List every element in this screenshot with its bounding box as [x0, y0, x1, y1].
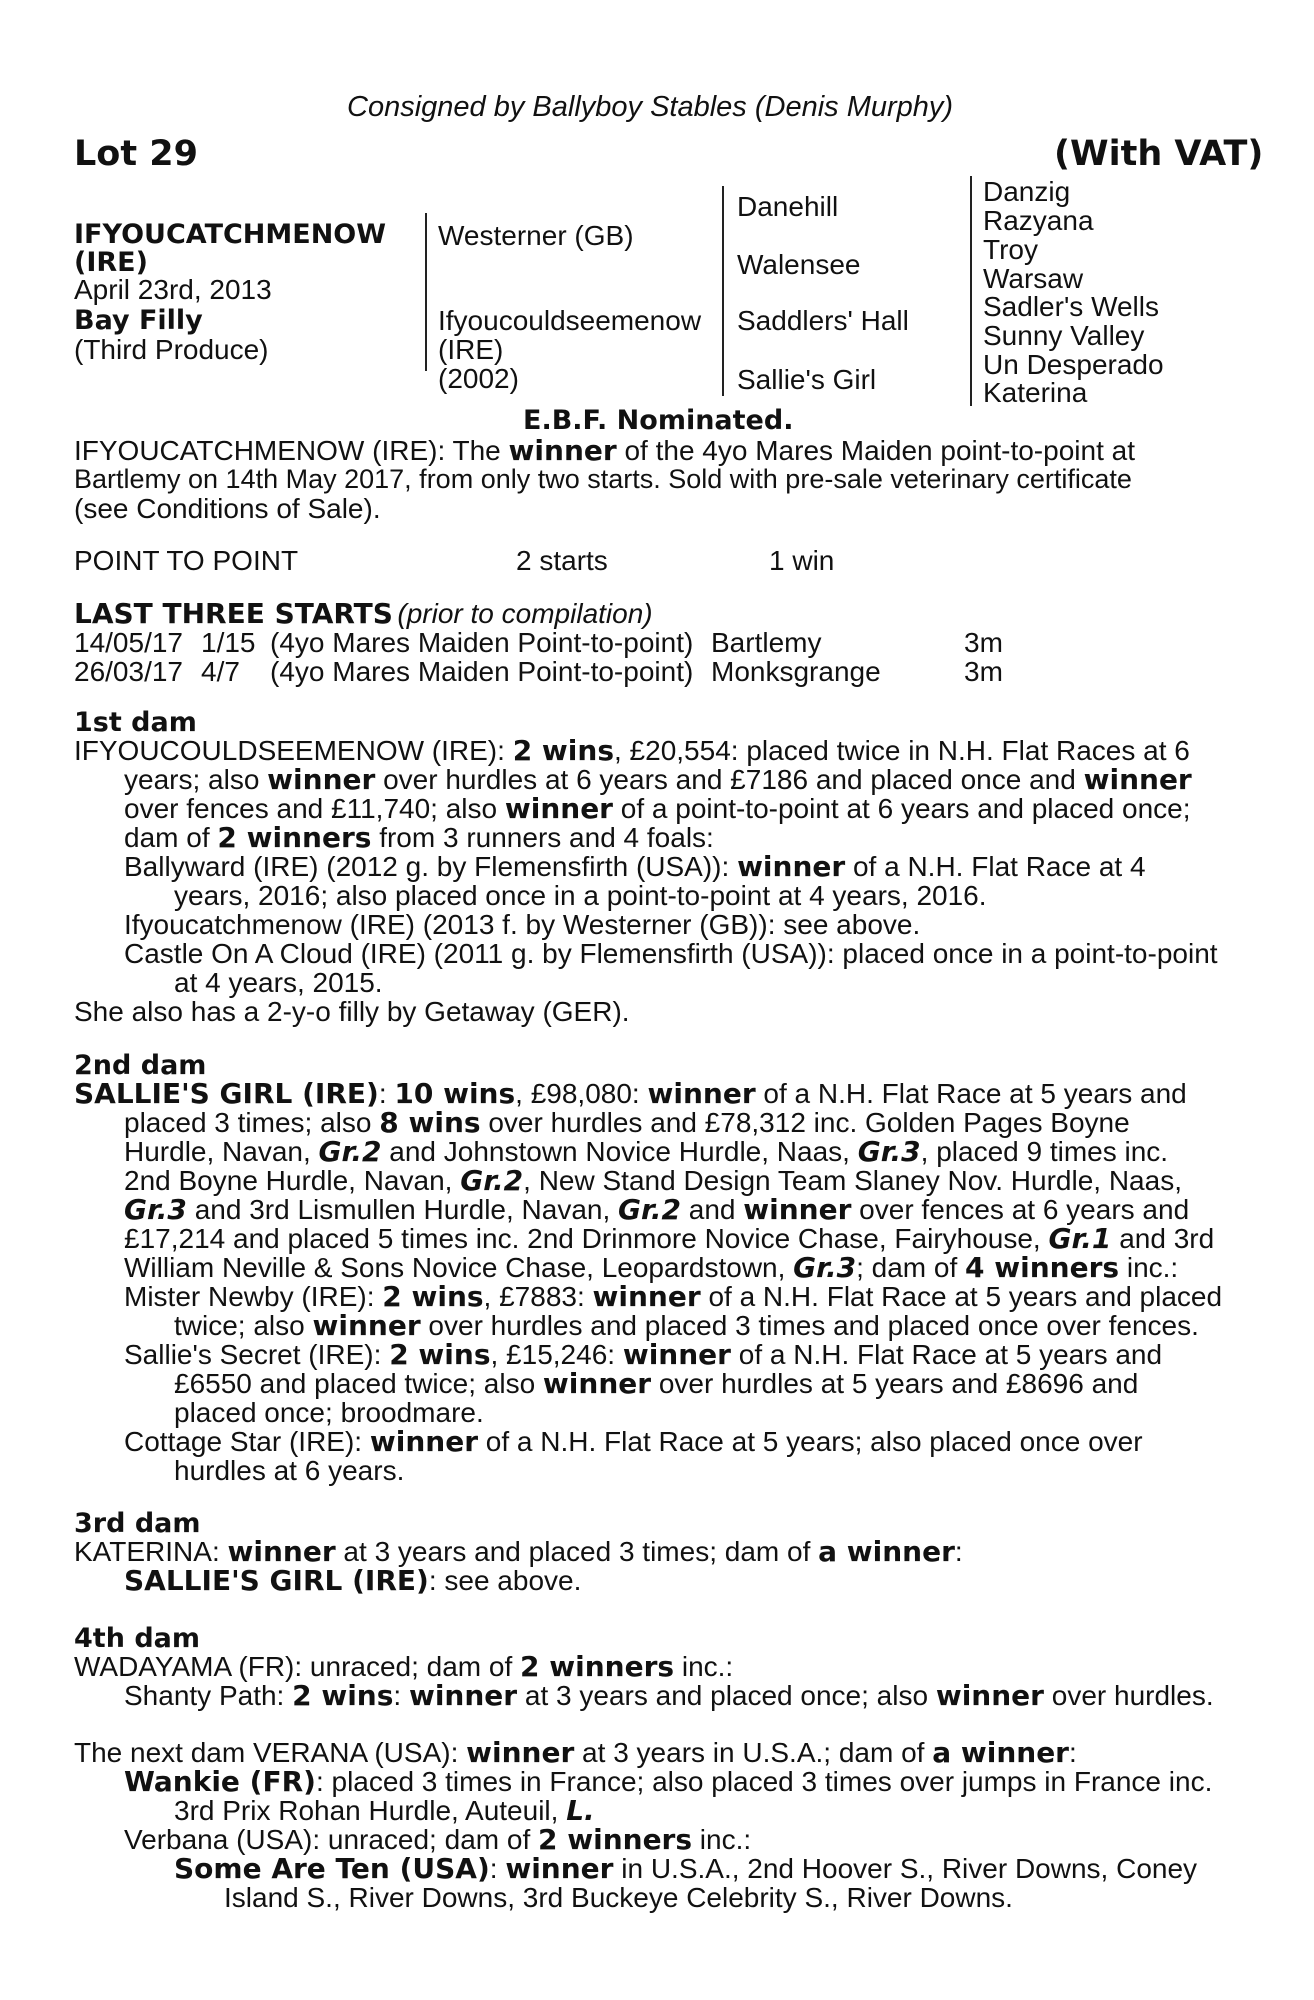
- text-line: William Neville & Sons Novice Chase, Leopardstown, Gr.3; dam of 4 winners inc.:: [124, 1251, 1179, 1284]
- fourth-dam-heading: 4th dam: [74, 1623, 200, 1654]
- text-line: SALLIE'S GIRL (IRE): see above.: [124, 1564, 582, 1597]
- foal-entry: Mister Newby (IRE): 2 wins, £7883: winner of a N.H. Flat Race at 5 years and placed: [124, 1280, 1223, 1313]
- text-line: £17,214 and placed 5 times inc. 2nd Drinmore Novice Chase, Fairyhouse, Gr.1 and 3rd: [124, 1222, 1215, 1255]
- text-line: Wankie (FR): placed 3 times in France; also placed 3 times over jumps in France inc.: [124, 1765, 1213, 1798]
- horse-sex: Bay Filly: [74, 305, 203, 336]
- second-dam-heading: 2nd dam: [74, 1050, 207, 1081]
- pedigree-gen4-2: Razyana: [983, 205, 1094, 236]
- text-line: Shanty Path: 2 wins: winner at 3 years and placed once; also winner over hurdles.: [124, 1679, 1214, 1712]
- pedigree-dam: Ifyoucouldseemenow: [438, 305, 702, 336]
- text-line: at 4 years, 2015.: [174, 967, 383, 998]
- pedigree-divider-2: [722, 186, 724, 396]
- text-line: years; also winner over hurdles at 6 years and £7186 and placed once and winner: [124, 763, 1192, 796]
- last-starts-heading: LAST THREE STARTS (prior to compilation): [74, 597, 653, 630]
- vat-note: (With VAT): [1054, 134, 1264, 174]
- text-line: hurdles at 6 years.: [174, 1455, 405, 1486]
- text-line: SALLIE'S GIRL (IRE): 10 wins, £98,080: winner of a N.H. Flat Race at 5 years and: [74, 1077, 1187, 1110]
- horse-produce: (Third Produce): [74, 334, 269, 365]
- text-line: IFYOUCOULDSEEMENOW (IRE): 2 wins, £20,554: placed twice in N.H. Flat Races at 6: [74, 734, 1190, 767]
- text-line: dam of 2 winners from 3 runners and 4 foals:: [124, 821, 714, 854]
- text-line: £6550 and placed twice; also winner over hurdles at 5 years and £8696 and: [174, 1367, 1139, 1400]
- record-wins: 1 win: [769, 545, 835, 576]
- horse-foaled: April 23rd, 2013: [74, 274, 272, 305]
- first-dam-heading: 1st dam: [74, 707, 197, 738]
- lot-number: Lot 29: [74, 134, 198, 174]
- third-dam-paragraph: [74, 1537, 1252, 1595]
- second-dam-paragraph: [74, 1079, 1252, 1485]
- pedigree-gen4-1: Danzig: [983, 176, 1071, 207]
- fourth-dam-paragraph: [74, 1652, 1252, 1710]
- text-line: placed once; broodmare.: [174, 1397, 484, 1428]
- intro-line-1: IFYOUCATCHMENOW (IRE): The winner of the 4yo Mares Maiden point-to-point at: [74, 434, 1135, 467]
- text-line: 2nd Boyne Hurdle, Navan, Gr.2, New Stand Design Team Slaney Nov. Hurdle, Naas,: [124, 1164, 1182, 1197]
- pedigree-divider-3: [970, 176, 972, 406]
- pedigree-gen4-7: Un Desperado: [983, 349, 1164, 380]
- pedigree-gen4-5: Sadler's Wells: [983, 291, 1159, 322]
- pedigree-gen3-3: Saddlers' Hall: [737, 305, 909, 336]
- horse-name: IFYOUCATCHMENOW: [74, 219, 387, 250]
- text-line: 3rd Prix Rohan Hurdle, Auteuil, L.: [174, 1794, 595, 1827]
- foal-entry: Cottage Star (IRE): winner of a N.H. Flat Race at 5 years; also placed once over: [124, 1425, 1143, 1458]
- consignor-line: Consigned by Ballyboy Stables (Denis Murphy): [347, 91, 954, 123]
- foal-entry: Sallie's Secret (IRE): 2 wins, £15,246: winner of a N.H. Flat Race at 5 years and: [124, 1338, 1163, 1371]
- intro-line-2: Bartlemy on 14th May 2017, from only two starts. Sold with pre-sale veterinary certificate: [74, 464, 1132, 494]
- text-line: Hurdle, Navan, Gr.2 and Johnstown Novice Hurdle, Naas, Gr.3, placed 9 times inc.: [124, 1135, 1169, 1168]
- pedigree-gen3-1: Danehill: [737, 191, 839, 222]
- pedigree-dam-year: (2002): [438, 363, 519, 394]
- pedigree-gen4-4: Warsaw: [983, 263, 1084, 294]
- first-dam-paragraph: [74, 736, 1252, 1026]
- text-line: Verbana (USA): unraced; dam of 2 winners inc.:: [124, 1823, 752, 1856]
- foal-entry: Ballyward (IRE) (2012 g. by Flemensfirth (USA)): winner of a N.H. Flat Race at 4: [124, 850, 1146, 883]
- intro-line-3: (see Conditions of Sale).: [74, 493, 381, 524]
- pedigree-gen4-3: Troy: [983, 234, 1038, 265]
- text-line: Island S., River Downs, 3rd Buckeye Celebrity S., River Downs.: [224, 1882, 1013, 1913]
- pedigree-sire: Westerner (GB): [438, 220, 634, 251]
- text-line: She also has a 2-y-o filly by Getaway (GER).: [74, 996, 630, 1027]
- foal-entry: Castle On A Cloud (IRE) (2011 g. by Flemensfirth (USA)): placed once in a point-to-point: [124, 938, 1218, 969]
- ebf-nominated: E.B.F. Nominated.: [523, 405, 794, 436]
- text-line: The next dam VERANA (USA): winner at 3 years in U.S.A.; dam of a winner:: [74, 1736, 1077, 1769]
- intro-paragraph: [74, 436, 1252, 523]
- record-label: POINT TO POINT: [74, 545, 299, 576]
- pedigree-gen4-6: Sunny Valley: [983, 320, 1145, 351]
- catalogue-page: Consigned by Ballyboy Stables (Denis Murphy) Lot 29 (With VAT) IFYOUCATCHMENOW (IRE) April 23rd, 2013 Bay Filly (Third Produce) Westerner (GB) Ifyoucouldseemenow (IRE) (2002) Danehill Walensee Saddlers' Hall Sallie's Girl Danzig Razyana Troy Warsaw Sadler's Wells Sunny Valley Un Desperado Katerina E.B.F. Nominated. IFYOUCATCHMENOW (IRE): The winner of the 4yo Mares Maiden point-to-point at Bartlemy on 14th May 2017, from only two starts. Sold with pre-sale veterinary certificate (see Conditions of Sale). POINT TO POINT 2 starts 1 win LAST THREE STARTS (prior to compilation) 14/05/17 1/15 (4yo Mares Maiden Point-to-point) Bartlemy 3m 26/03/17 4/7 (4yo Mares Maiden Point-to-point) Monksgrange 3m 1st dam IFYOUCOULDSEEMENOW (IRE): 2 wins, £20,554: placed twice in N.H. Flat Races at 6 years; also winner over hurdles at 6 years and £7186 and placed once and winner over fences and £11,740; also winner of a point-to-point at 6 years and placed once; dam of 2 winners from 3 runners and 4 foals: Ballyward (IRE) (2012 g. by Flemensfirth (USA)): winner of a N.H. Flat Race at 4 years, 2016; also placed once in a point-to-point at 4 years, 2016. Ifyoucatchmenow (IRE) (2013 f. by Westerner (GB)): see above. Castle On A Cloud (IRE) (2011 g. by Flemensfirth (USA)): placed once in a point-to-point at 4 years, 2015. She also has a 2-y-o filly by Getaway (GER). 2nd dam SALLIE'S GIRL (IRE): 10 wins, £98,080: winner of a N.H. Flat Race at 5 years and placed 3 times; also 8 wins over hurdles and £78,312 inc. Golden Pages Boyne Hurdle, Navan, Gr.2 and Johnstown Novice Hurdle, Naas, Gr.3, placed 9 times inc. 2nd Boyne Hurdle, Navan, Gr.2, New Stand Design Team Slaney Nov. Hurdle, Naas, Gr.3 and 3rd Lismullen Hurdle, Navan, Gr.2 and winner over fences at 6 years and £17,214 and placed 5 times inc. 2nd Drinmore Novice Chase, Fairyhouse, Gr.1 and 3rd William Neville & Sons Novice Chase, Leopardstown, Gr.3; dam of 4 winners inc.: Mister Newby (IRE): 2 wins, £7883: winner of a N.H. Flat Race at 5 years and placed twice; also winner over hurdles and placed 3 times and placed once over fences. Sallie's Secret (IRE): 2 wins, £15,246: winner of a N.H. Flat Race at 5 years and £6550 and placed twice; also winner over hurdles at 5 years and £8696 and placed once; broodmare. Cottage Star (IRE): winner of a N.H. Flat Race at 5 years; also placed once over hurdles at 6 years. 3rd dam KATERINA: winner at 3 years and placed 3 times; dam of a winner: SALLIE'S GIRL (IRE): see above. 4th dam WADAYAMA (FR): unraced; dam of 2 winners inc.: Shanty Path: 2 wins: winner at 3 years and placed once; also winner over hurdles. The next dam VERANA (USA): winner at 3 years in U.S.A.; dam of a winner: Wankie (FR): placed 3 times in France; also placed 3 times over jumps in France inc. 3rd Prix Rohan Hurdle, Auteuil, L. Verbana (USA): unraced; dam of 2 winners inc.: Some Are Ten (USA): winner in U.S.A., 2nd Hoover S., River Downs, Coney Island S., River Downs, 3rd Buckeye Celebrity S., River Downs.: [74, 91, 1264, 1913]
- text-line: Some Are Ten (USA): winner in U.S.A., 2nd Hoover S., River Downs, Coney: [174, 1852, 1198, 1885]
- text-line: placed 3 times; also 8 wins over hurdles and £78,312 inc. Golden Pages Boyne: [124, 1106, 1130, 1139]
- pedigree-dam-country: (IRE): [438, 334, 504, 365]
- pedigree-gen3-4: Sallie's Girl: [737, 364, 877, 395]
- pedigree-gen4-8: Katerina: [983, 377, 1088, 408]
- pedigree-gen3-2: Walensee: [737, 249, 861, 280]
- text-line: KATERINA: winner at 3 years and placed 3 times; dam of a winner:: [74, 1535, 963, 1568]
- text-line: over fences and £11,740; also winner of a point-to-point at 6 years and placed once;: [124, 792, 1191, 825]
- text-line: WADAYAMA (FR): unraced; dam of 2 winners inc.:: [74, 1650, 734, 1683]
- next-dam-paragraph: [74, 1738, 1252, 1912]
- foal-entry: Ifyoucatchmenow (IRE) (2013 f. by Westerner (GB)): see above.: [124, 909, 921, 940]
- pedigree-divider-1: [425, 213, 427, 371]
- text-line: Gr.3 and 3rd Lismullen Hurdle, Navan, Gr.2 and winner over fences at 6 years and: [124, 1193, 1190, 1226]
- record-starts: 2 starts: [516, 545, 608, 576]
- text-line: years, 2016; also placed once in a point-to-point at 4 years, 2016.: [174, 880, 987, 911]
- text-line: twice; also winner over hurdles and placed 3 times and placed once over fences.: [174, 1309, 1199, 1342]
- horse-country: (IRE): [74, 247, 148, 278]
- third-dam-heading: 3rd dam: [74, 1508, 201, 1539]
